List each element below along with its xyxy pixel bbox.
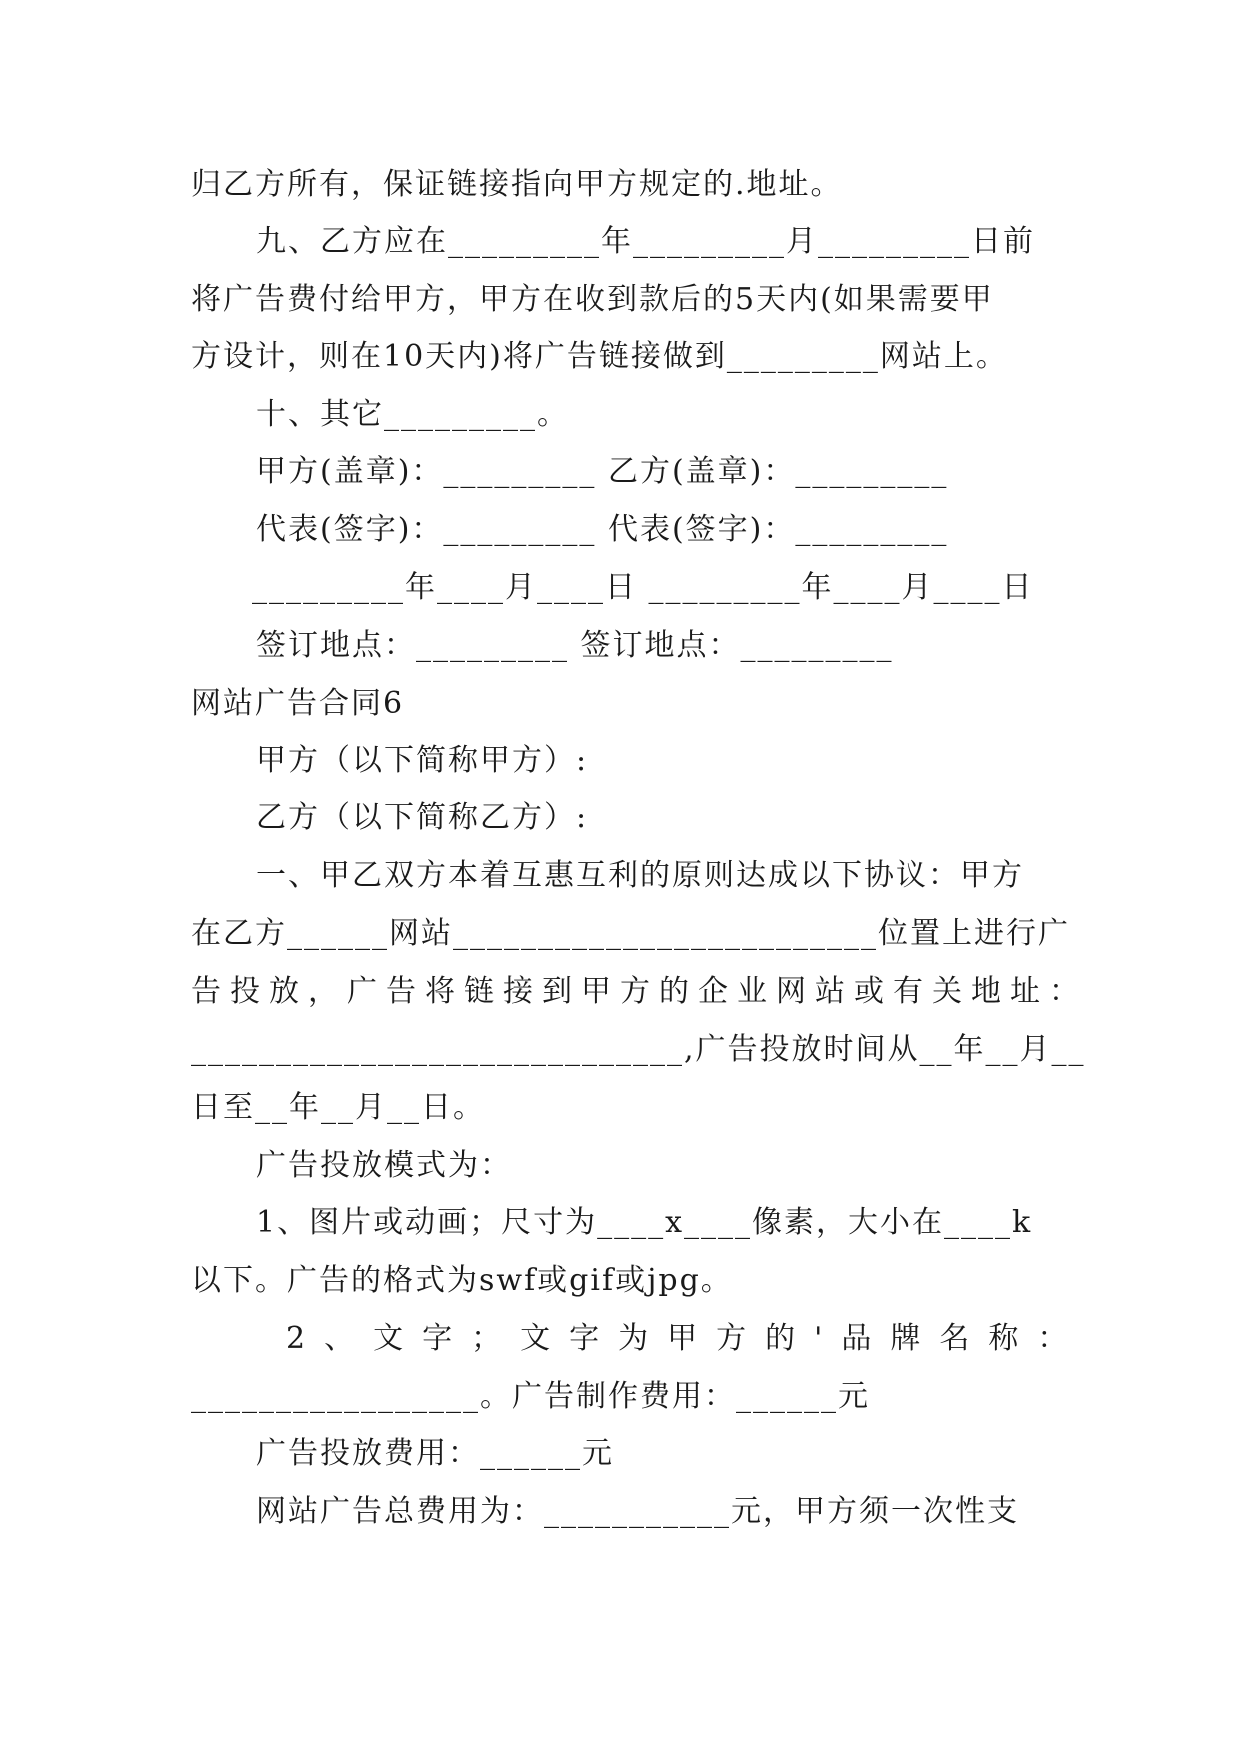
text-line: 2、文字；文字为甲方的'品牌名称：	[286, 1321, 1087, 1356]
section-title: 网站广告合同6	[191, 686, 405, 721]
text-line: 日至__年__月__日。	[191, 1090, 485, 1125]
text-line: 广告投放费用：______元	[256, 1436, 614, 1471]
signature-date-line: _________年____月____日 _________年____月____日	[252, 570, 1034, 605]
signature-party-line: 甲方(盖章)：_________ 乙方(盖章)：_________	[256, 454, 949, 489]
signature-place-line: 签订地点：_________ 签订地点：_________	[256, 628, 894, 663]
signature-representative-line: 代表(签字)：_________ 代表(签字)：_________	[256, 512, 949, 547]
text-line: 网站广告总费用为：___________元，甲方须一次性支	[256, 1494, 1019, 1529]
text-line: 广告投放模式为：	[256, 1148, 512, 1183]
text-line: 归乙方所有，保证链接指向甲方规定的.地址。	[191, 167, 843, 202]
text-line: 将广告费付给甲方，甲方在收到款后的5天内(如果需要甲	[191, 282, 994, 317]
text-line: _________________。广告制作费用：______元	[191, 1379, 870, 1414]
text-line: 以下。广告的格式为swf或gif或jpg。	[191, 1263, 733, 1298]
party-b-line: 乙方（以下简称乙方）:	[256, 800, 589, 835]
party-a-line: 甲方（以下简称甲方）:	[256, 743, 589, 778]
text-line: 一、甲乙双方本着互惠互利的原则达成以下协议：甲方	[256, 858, 1024, 893]
text-line: 在乙方______网站_________________________位置上进行广	[191, 916, 1070, 951]
text-line: 九、乙方应在_________年_________月_________日前	[256, 224, 1035, 259]
text-line: 方设计，则在10天内)将广告链接做到_________网站上。	[191, 339, 1008, 374]
text-line: 1、图片或动画；尺寸为____x____像素，大小在____k	[256, 1205, 1033, 1240]
text-line: 十、其它_________。	[256, 397, 569, 432]
text-line: _____________________________,广告投放时间从__年__月__	[191, 1032, 1086, 1067]
text-line: 告投放，广告将链接到甲方的企业网站或有关地址：	[191, 974, 1088, 1009]
